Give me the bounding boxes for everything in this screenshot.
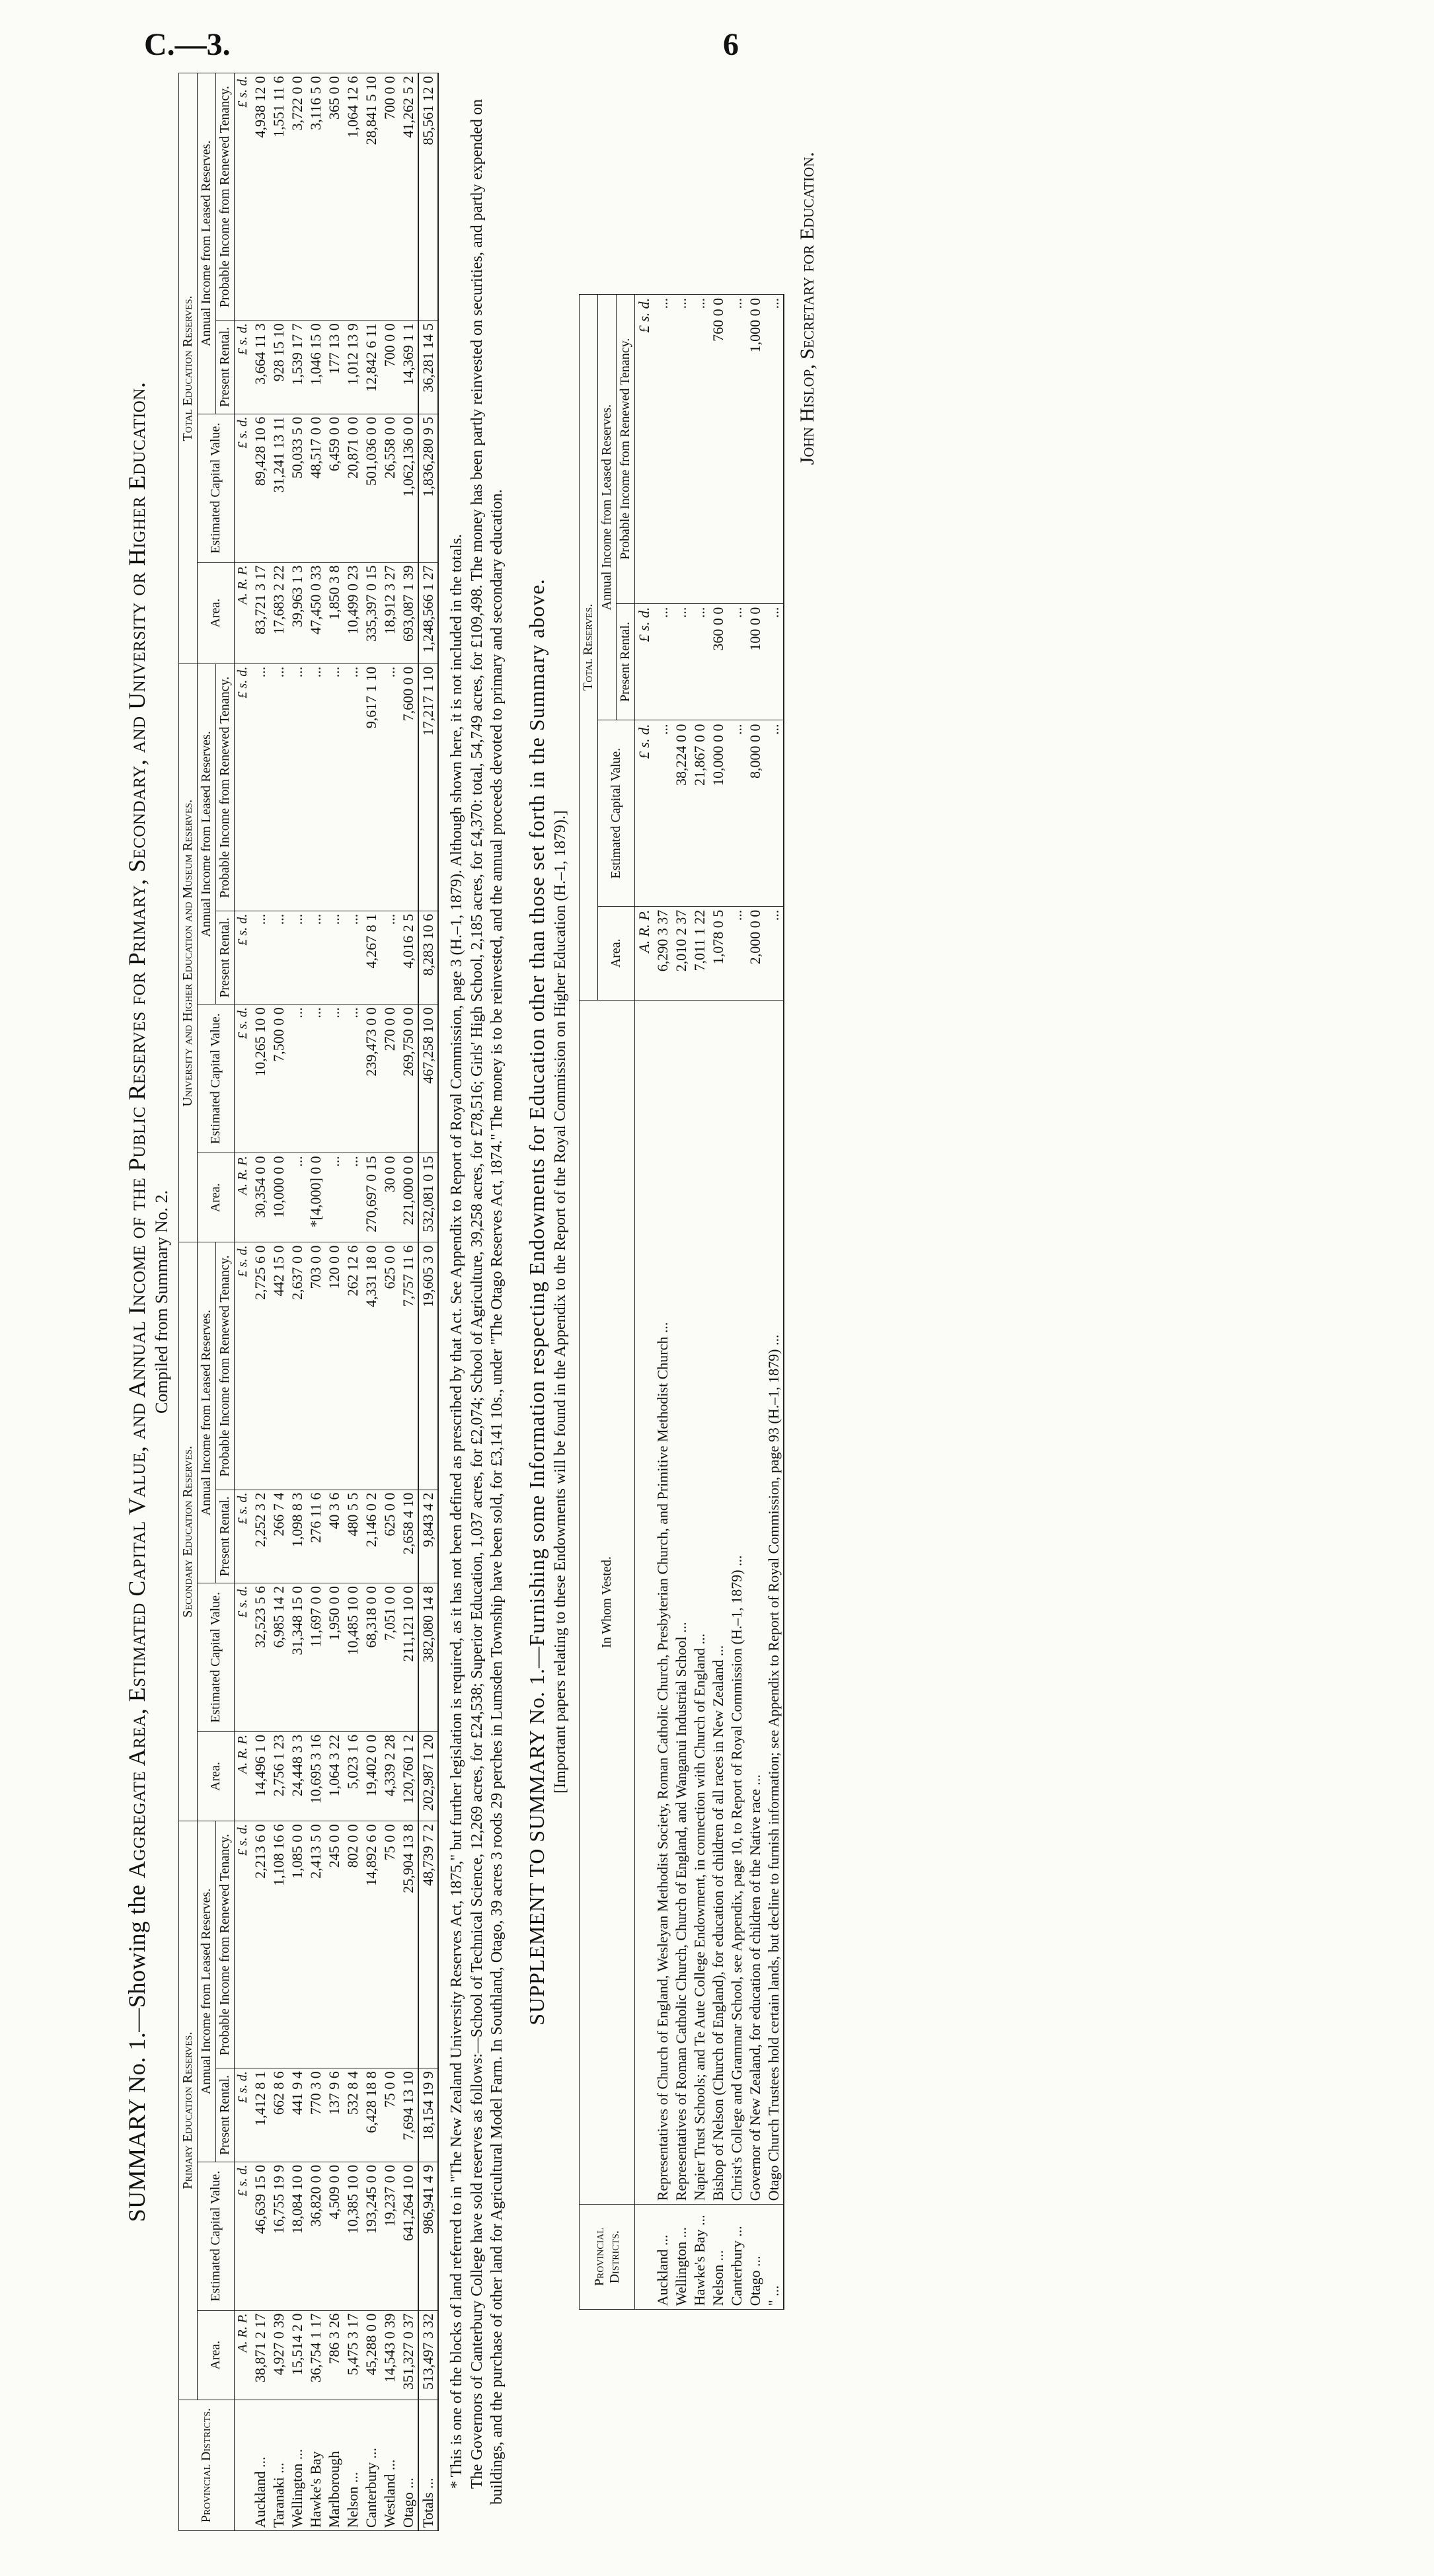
district-name: Marlborough [325, 2400, 344, 2530]
table-cell: 2,725 6 0 [251, 1242, 270, 1490]
table-cell: 24,448 3 3 [288, 1731, 307, 1821]
sup-cell: 6,290 3 37 [654, 906, 672, 1000]
page-number: 6 [723, 27, 739, 62]
table-cell: 40 3 6 [325, 1490, 344, 1583]
unit-label: £ s. d. [235, 1242, 252, 1490]
table-row [288, 73, 307, 2531]
supplement-title: SUPPLEMENT TO SUMMARY No. 1.—Furnishing some Information respecting Endowments for Education other than those set forth in the Summary above. [525, 578, 549, 2026]
table-cell: 221,000 0 0 [399, 1153, 418, 1242]
sup-table-row [709, 294, 728, 2309]
table-cell: ... [251, 911, 270, 1004]
col-income: Annual Income from Leased Reserves. [198, 1242, 216, 1583]
col-present: Present Rental. [216, 2068, 235, 2162]
sup-col-area: Area. [598, 906, 635, 1000]
signature: John Hislop, Secretary for Education. [796, 152, 819, 465]
table-cell: 30 0 0 [381, 1153, 399, 1242]
summary-table [178, 73, 439, 2531]
table-cell: ... [325, 663, 344, 911]
table-cell: 802 0 0 [344, 1821, 362, 2068]
unit-label: A. R. P. [235, 1153, 252, 1242]
sup-col-capital: Estimated Capital Value. [598, 720, 635, 906]
table-cell: 1,062,136 0 0 [399, 414, 418, 562]
district-name: Canterbury ... [362, 2400, 381, 2530]
table-cell: ... [325, 1004, 344, 1153]
unit-label: £ s. d. [235, 2068, 252, 2162]
sup-cell: 38,224 0 0 [672, 720, 691, 906]
table-cell: 1,012 13 9 [344, 321, 362, 414]
sup-cell: 8,000 0 0 [746, 720, 765, 906]
table-cell: ... [307, 1004, 325, 1153]
sup-vested: Bishop of Nelson (Church of England), for education of children of all races in New Zealand ... [709, 1000, 728, 2204]
table-cell: 3,722 0 0 [288, 73, 307, 321]
sup-cell: 760 0 0 [709, 294, 728, 603]
col-present: Present Rental. [216, 321, 235, 414]
sup-col-vested: In Whom Vested. [580, 1000, 635, 2204]
table-cell: 641,264 10 0 [399, 2162, 418, 2310]
group-university: University and Higher Education and Museum Reserves. [179, 663, 198, 1242]
sup-table-row [765, 294, 784, 2309]
table-cell: 46,639 15 0 [251, 2162, 270, 2310]
sup-cell: ... [691, 294, 709, 603]
sup-cell: ... [728, 720, 746, 906]
sup-cell: ... [728, 603, 746, 720]
table-cell: 6,428 18 8 [362, 2068, 381, 2162]
sup-cell: ... [691, 603, 709, 720]
table-cell: 4,927 0 39 [270, 2310, 288, 2400]
col-probable: Probable Income from Renewed Tenancy. [216, 73, 235, 321]
table-cell: ... [270, 911, 288, 1004]
table-cell: 25,904 13 8 [399, 1821, 418, 2068]
table-cell: 4,339 2 28 [381, 1731, 399, 1821]
col-area: Area. [198, 2310, 235, 2400]
totals-cell: 467,258 10 0 [418, 1004, 438, 1153]
table-cell: 7,694 13 10 [399, 2068, 418, 2162]
unit-label: A. R. P. [235, 1731, 252, 1821]
table-cell: ... [325, 911, 344, 1004]
totals-row [418, 73, 438, 2531]
sup-cell: ... [728, 294, 746, 603]
totals-cell: 9,843 4 2 [418, 1490, 438, 1583]
table-cell: ... [381, 911, 399, 1004]
totals-cell: 8,283 10 6 [418, 911, 438, 1004]
sup-vested: Representatives of Church of England, Wesleyan Methodist Society, Roman Catholic Church, Presbyterian Church, and Primitive Methodist Church ... [654, 1000, 672, 2204]
unit-label: A. R. P. [235, 2310, 252, 2400]
table-cell: ... [288, 911, 307, 1004]
col-present: Present Rental. [216, 1490, 235, 1583]
table-cell: 4,938 12 0 [251, 73, 270, 321]
group-secondary: Secondary Education Reserves. [179, 1242, 198, 1821]
unit-label: A. R. P. [235, 562, 252, 663]
footnotes [447, 99, 508, 2505]
sup-vested: Napier Trust Schools; and Te Aute College Endowment, in connection with Church of England ... [691, 1000, 709, 2204]
sup-vested: Representatives of Roman Catholic Church, Church of England, and Wanganui Industrial School ... [672, 1000, 691, 2204]
sup-district: Otago ... [746, 2205, 765, 2310]
sup-col-probable: Probable Income from Renewed Tenancy. [617, 294, 635, 603]
unit-label: £ s. d. [235, 2162, 252, 2310]
table-cell: 75 0 0 [381, 2068, 399, 2162]
table-cell: 16,755 19 9 [270, 2162, 288, 2310]
table-row [344, 73, 362, 2531]
table-cell: ... [344, 911, 362, 1004]
table-cell: 1,539 17 7 [288, 321, 307, 414]
sup-district: Wellington ... [672, 2205, 691, 2310]
table-cell: 4,331 18 0 [362, 1242, 381, 1490]
summary-title-lead: SUMMARY No. 1.—Showing the [124, 1884, 150, 2222]
sup-table-row [691, 294, 709, 2309]
table-cell: 2,213 6 0 [251, 1821, 270, 2068]
units-row [235, 73, 252, 2531]
sup-cell: 360 0 0 [709, 603, 728, 720]
unit-label: £ s. d. [235, 1583, 252, 1731]
table-cell: 211,121 10 0 [399, 1583, 418, 1731]
table-cell: 3,664 11 3 [251, 321, 270, 414]
sup-col-present: Present Rental. [617, 603, 635, 720]
table-cell: 1,108 16 6 [270, 1821, 288, 2068]
table-cell: 4,267 8 1 [362, 911, 381, 1004]
sup-col-income: Annual Income from Leased Reserves. [598, 294, 617, 720]
sup-unit-label: £ s. d. [635, 720, 654, 906]
sup-table-row [672, 294, 691, 2309]
table-cell: ... [288, 663, 307, 911]
table-cell: 1,064 3 22 [325, 1731, 344, 1821]
table-cell: 928 15 10 [270, 321, 288, 414]
table-cell: 193,245 0 0 [362, 2162, 381, 2310]
table-cell: ... [270, 663, 288, 911]
totals-cell: 1,836,280 9 5 [418, 414, 438, 562]
table-cell: 19,237 0 0 [381, 2162, 399, 2310]
table-cell: ... [381, 663, 399, 911]
table-cell: 36,820 0 0 [307, 2162, 325, 2310]
totals-cell: 85,561 12 0 [418, 73, 438, 321]
table-cell: 335,397 0 15 [362, 562, 381, 663]
col-income: Annual Income from Leased Reserves. [198, 73, 216, 414]
table-cell: 700 0 0 [381, 321, 399, 414]
table-cell: 7,051 0 0 [381, 1583, 399, 1731]
sup-cell: ... [765, 906, 784, 1000]
sup-cell: ... [654, 720, 672, 906]
sup-vested: Christ's College and Grammar School, see Appendix, page 10, to Report of Royal Commission (H.–1, 1879) ... [728, 1000, 746, 2204]
table-cell: 266 7 4 [270, 1490, 288, 1583]
totals-cell: 382,080 14 8 [418, 1583, 438, 1731]
table-cell: 83,721 3 17 [251, 562, 270, 663]
sup-cell: ... [765, 720, 784, 906]
district-name: Wellington ... [288, 2400, 307, 2530]
table-cell: 662 8 6 [270, 2068, 288, 2162]
table-cell: 2,756 1 23 [270, 1731, 288, 1821]
table-cell: 700 0 0 [381, 73, 399, 321]
col-capital: Estimated Capital Value. [198, 1583, 235, 1731]
table-cell: 1,064 12 6 [344, 73, 362, 321]
table-cell: 2,413 5 0 [307, 1821, 325, 2068]
sup-cell: 7,011 1 22 [691, 906, 709, 1000]
totals-cell: 18,154 19 9 [418, 2068, 438, 2162]
table-cell: 4,016 2 5 [399, 911, 418, 1004]
table-cell: 1,085 0 0 [288, 1821, 307, 2068]
table-cell: 4,509 0 0 [325, 2162, 344, 2310]
totals-cell: 532,081 0 15 [418, 1153, 438, 1242]
col-area: Area. [198, 1153, 235, 1242]
sup-unit-label: £ s. d. [635, 294, 654, 603]
table-cell: 365 0 0 [325, 73, 344, 321]
table-cell: 45,288 0 0 [362, 2310, 381, 2400]
table-cell: ... [288, 1004, 307, 1153]
totals-cell: 19,605 3 0 [418, 1242, 438, 1490]
district-name: Nelson ... [344, 2400, 362, 2530]
unit-label: £ s. d. [235, 414, 252, 562]
table-cell: 17,683 2 22 [270, 562, 288, 663]
sup-district: Auckland ... [654, 2205, 672, 2310]
col-capital: Estimated Capital Value. [198, 2162, 235, 2310]
rotated-page [119, 73, 1427, 2531]
col-capital: Estimated Capital Value. [198, 1004, 235, 1153]
table-cell: 31,241 13 11 [270, 414, 288, 562]
table-cell: 480 5 5 [344, 1490, 362, 1583]
table-cell: 30,354 0 0 [251, 1153, 270, 1242]
table-cell: ... [344, 1153, 362, 1242]
summary-subtitle: Compiled from Summary No. 2. [152, 1190, 171, 1414]
col-probable: Probable Income from Renewed Tenancy. [216, 1821, 235, 2068]
totals-label: Totals ... [418, 2400, 438, 2530]
district-name: Hawke's Bay [307, 2400, 325, 2530]
totals-cell: 202,987 1 20 [418, 1731, 438, 1821]
table-cell: 3,116 5 0 [307, 73, 325, 321]
totals-cell: 1,248,566 1 27 [418, 562, 438, 663]
table-cell: 48,517 0 0 [307, 414, 325, 562]
sup-cell: ... [672, 603, 691, 720]
table-cell: 270 0 0 [381, 1004, 399, 1153]
sup-cell: 10,000 0 0 [709, 720, 728, 906]
table-cell: 19,402 0 0 [362, 1731, 381, 1821]
table-cell: 5,475 3 17 [344, 2310, 362, 2400]
district-name: Otago ... [399, 2400, 418, 2530]
sup-cell: 100 0 0 [746, 603, 765, 720]
table-cell: 1,412 8 1 [251, 2068, 270, 2162]
table-cell: 1,850 3 8 [325, 562, 344, 663]
table-cell: ... [307, 663, 325, 911]
col-income: Annual Income from Leased Reserves. [198, 1821, 216, 2162]
table-cell: 2,658 4 10 [399, 1490, 418, 1583]
col-district: Provincial Districts. [179, 2400, 235, 2530]
table-cell: 276 11 6 [307, 1490, 325, 1583]
table-cell: *[4,000] 0 0 [307, 1153, 325, 1242]
table-cell: ... [251, 663, 270, 911]
summary-title-caps: Aggregate Area, Estimated Capital Value, and Annual Income of the Public Reserves for Primary, Secondary, and University or Higher Education. [124, 381, 150, 1879]
col-income: Annual Income from Leased Reserves. [198, 663, 216, 1004]
totals-cell: 986,941 4 9 [418, 2162, 438, 2310]
sup-cell: ... [728, 906, 746, 1000]
table-cell: 6,985 14 2 [270, 1583, 288, 1731]
sup-cell: 21,867 0 0 [691, 720, 709, 906]
col-area: Area. [198, 562, 235, 663]
table-cell: 10,385 10 0 [344, 2162, 362, 2310]
sup-district: Canterbury ... [728, 2205, 746, 2310]
page-code: C.—3. [144, 27, 231, 62]
sup-cell: ... [765, 603, 784, 720]
table-row [251, 73, 270, 2531]
table-cell: 14,496 1 0 [251, 1731, 270, 1821]
unit-label: £ s. d. [235, 911, 252, 1004]
table-cell: 10,499 0 23 [344, 562, 362, 663]
table-cell: 6,459 0 0 [325, 414, 344, 562]
table-cell: 38,871 2 17 [251, 2310, 270, 2400]
table-cell: 47,450 0 33 [307, 562, 325, 663]
sup-col-total: Total Reserves. [580, 294, 598, 1000]
table-cell: 9,617 1 10 [362, 663, 381, 911]
sup-cell: ... [654, 294, 672, 603]
district-name: Taranaki ... [270, 2400, 288, 2530]
unit-label: £ s. d. [235, 1490, 252, 1583]
table-cell: 137 9 6 [325, 2068, 344, 2162]
table-cell: ... [344, 663, 362, 911]
table-cell: 625 0 0 [381, 1490, 399, 1583]
table-cell: 269,750 0 0 [399, 1004, 418, 1153]
table-cell: 36,754 1 17 [307, 2310, 325, 2400]
table-cell: 89,428 10 6 [251, 414, 270, 562]
table-cell: 75 0 0 [381, 1821, 399, 2068]
table-row [325, 73, 344, 2531]
sup-units-row [635, 294, 654, 2309]
table-row [399, 73, 418, 2531]
table-cell: 693,087 1 39 [399, 562, 418, 663]
table-cell: 15,514 2 0 [288, 2310, 307, 2400]
sup-cell: ... [765, 294, 784, 603]
table-row [381, 73, 399, 2531]
table-cell: 5,023 1 6 [344, 1731, 362, 1821]
table-cell: 10,695 3 16 [307, 1731, 325, 1821]
sup-cell: 2,000 0 0 [746, 906, 765, 1000]
supplement-subtitle: [Important papers relating to these Endowments will be found in the Appendix to the Report of the Royal Commission on Higher Education (H.–1, 1879).] [552, 810, 570, 1794]
sup-district: " ... [765, 2205, 784, 2310]
sup-vested: Otago Church Trustees hold certain lands, but decline to furnish information; see Appendix to Report of Royal Commission, page 93 (H.–1, 1879) ... [765, 1000, 784, 2204]
table-cell: 177 13 0 [325, 321, 344, 414]
table-cell: ... [325, 1153, 344, 1242]
table-cell: 11,697 0 0 [307, 1583, 325, 1731]
district-name: Westland ... [381, 2400, 399, 2530]
table-cell: ... [344, 1004, 362, 1153]
table-cell: 10,485 10 0 [344, 1583, 362, 1731]
district-name: Auckland ... [251, 2400, 270, 2530]
table-cell: 262 12 6 [344, 1242, 362, 1490]
table-cell: 14,892 6 0 [362, 1821, 381, 2068]
table-cell: 39,963 1 3 [288, 562, 307, 663]
table-cell: ... [288, 1153, 307, 1242]
table-cell: 32,523 5 6 [251, 1583, 270, 1731]
table-cell: 50,033 5 0 [288, 414, 307, 562]
table-cell: 120,760 1 2 [399, 1731, 418, 1821]
sup-vested: Governor of New Zealand, for education of children of the Native race ... [746, 1000, 765, 2204]
supplement-table [579, 294, 784, 2310]
sup-unit-label: £ s. d. [635, 603, 654, 720]
table-cell: 10,000 0 0 [270, 1153, 288, 1242]
table-cell: 441 9 4 [288, 2068, 307, 2162]
sup-district: Hawke's Bay ... [691, 2205, 709, 2310]
sup-cell: 1,000 0 0 [746, 294, 765, 603]
sup-table-row [746, 294, 765, 2309]
totals-cell: 17,217 1 10 [418, 663, 438, 911]
sup-cell: ... [672, 294, 691, 603]
group-primary: Primary Education Reserves. [179, 1821, 198, 2400]
table-cell: 18,912 3 27 [381, 562, 399, 663]
table-cell: 18,084 10 0 [288, 2162, 307, 2310]
sup-cell: 2,010 2 37 [672, 906, 691, 1000]
table-cell: 1,098 8 3 [288, 1490, 307, 1583]
table-row [270, 73, 288, 2531]
table-cell: 7,500 0 0 [270, 1004, 288, 1153]
table-cell: 31,348 15 0 [288, 1583, 307, 1731]
sup-table-row [728, 294, 746, 2309]
col-probable: Probable Income from Renewed Tenancy. [216, 1242, 235, 1490]
sup-cell: 1,078 0 5 [709, 906, 728, 1000]
table-cell: 245 0 0 [325, 1821, 344, 2068]
table-cell: 703 0 0 [307, 1242, 325, 1490]
table-cell: 1,950 0 0 [325, 1583, 344, 1731]
table-cell: 2,146 0 2 [362, 1490, 381, 1583]
table-cell: 10,265 10 0 [251, 1004, 270, 1153]
unit-label: £ s. d. [235, 1004, 252, 1153]
table-cell: 786 3 26 [325, 2310, 344, 2400]
table-cell: 239,473 0 0 [362, 1004, 381, 1153]
col-present: Present Rental. [216, 911, 235, 1004]
table-cell: 1,046 15 0 [307, 321, 325, 414]
table-cell: 14,543 0 39 [381, 2310, 399, 2400]
table-cell: 20,871 0 0 [344, 414, 362, 562]
totals-cell: 48,739 7 2 [418, 1821, 438, 2068]
table-cell: 26,558 0 0 [381, 414, 399, 562]
table-row [362, 73, 381, 2531]
unit-label: £ s. d. [235, 73, 252, 321]
unit-label: £ s. d. [235, 663, 252, 911]
totals-cell: 36,281 14 5 [418, 321, 438, 414]
footnote-canterbury: The Governors of Canterbury College have sold reserves as follows:—School of Technical Science, 12,269 acres, for £24,538; Superior Education, 1,037 acres, for £2,074; School of Agriculture, 39,258 acres, for £78,516; Girls' High School, 2,185 acres, for £4,370: total, 54,749 acres, for £109,498. The money has been partly reinvested on securities, and partly expended on buildings, and the purchase of other land for Agricultural Model Farm. In Southland, Otago, 39 acres 3 roods 29 perches in Lumsden Township have been sold, for £3,141 10s., under "The Otago Reserves Act, 1874." The money is to be reinvested, and the annual proceeds devoted to primary and secondary education. [468, 99, 506, 2505]
table-cell: 501,036 0 0 [362, 414, 381, 562]
sup-table-row [654, 294, 672, 2309]
table-cell: 120 0 0 [325, 1242, 344, 1490]
table-cell: 2,252 3 2 [251, 1490, 270, 1583]
table-cell: 770 3 0 [307, 2068, 325, 2162]
table-cell: 442 15 0 [270, 1242, 288, 1490]
table-cell: 14,369 1 1 [399, 321, 418, 414]
table-cell: 7,600 0 0 [399, 663, 418, 911]
table-cell: 532 8 4 [344, 2068, 362, 2162]
table-cell: 68,318 0 0 [362, 1583, 381, 1731]
sup-col-district: Provincial Districts. [580, 2205, 635, 2310]
table-cell: ... [307, 911, 325, 1004]
footnote-asterisk: * This is one of the blocks of land referred to in "The New Zealand University Reserves Act, 1875," but further legislation is required, as it has not been defined as prescribed by that Act. See Appendix to Report of Royal Commission, page 3 (H.–1, 1879). Although shown here, it is not included in the totals. [448, 534, 465, 2489]
table-cell: 41,262 5 2 [399, 73, 418, 321]
table-cell: 2,637 0 0 [288, 1242, 307, 1490]
table-cell: 625 0 0 [381, 1242, 399, 1490]
col-capital: Estimated Capital Value. [198, 414, 235, 562]
col-area: Area. [198, 1731, 235, 1821]
table-row [307, 73, 325, 2531]
table-cell: 28,841 5 10 [362, 73, 381, 321]
sup-district: Nelson ... [709, 2205, 728, 2310]
sup-unit-label: A. R. P. [635, 906, 654, 1000]
table-cell: 7,757 11 6 [399, 1242, 418, 1490]
sup-cell: ... [654, 603, 672, 720]
table-cell: 351,327 0 37 [399, 2310, 418, 2400]
group-total: Total Education Reserves. [179, 73, 198, 664]
col-probable: Probable Income from Renewed Tenancy. [216, 663, 235, 911]
totals-cell: 513,497 3 32 [418, 2310, 438, 2400]
table-cell: 12,842 6 11 [362, 321, 381, 414]
unit-label: £ s. d. [235, 1821, 252, 2068]
unit-label: £ s. d. [235, 321, 252, 414]
summary-title [123, 73, 151, 2531]
table-cell: 1,551 11 6 [270, 73, 288, 321]
table-cell: 270,697 0 15 [362, 1153, 381, 1242]
